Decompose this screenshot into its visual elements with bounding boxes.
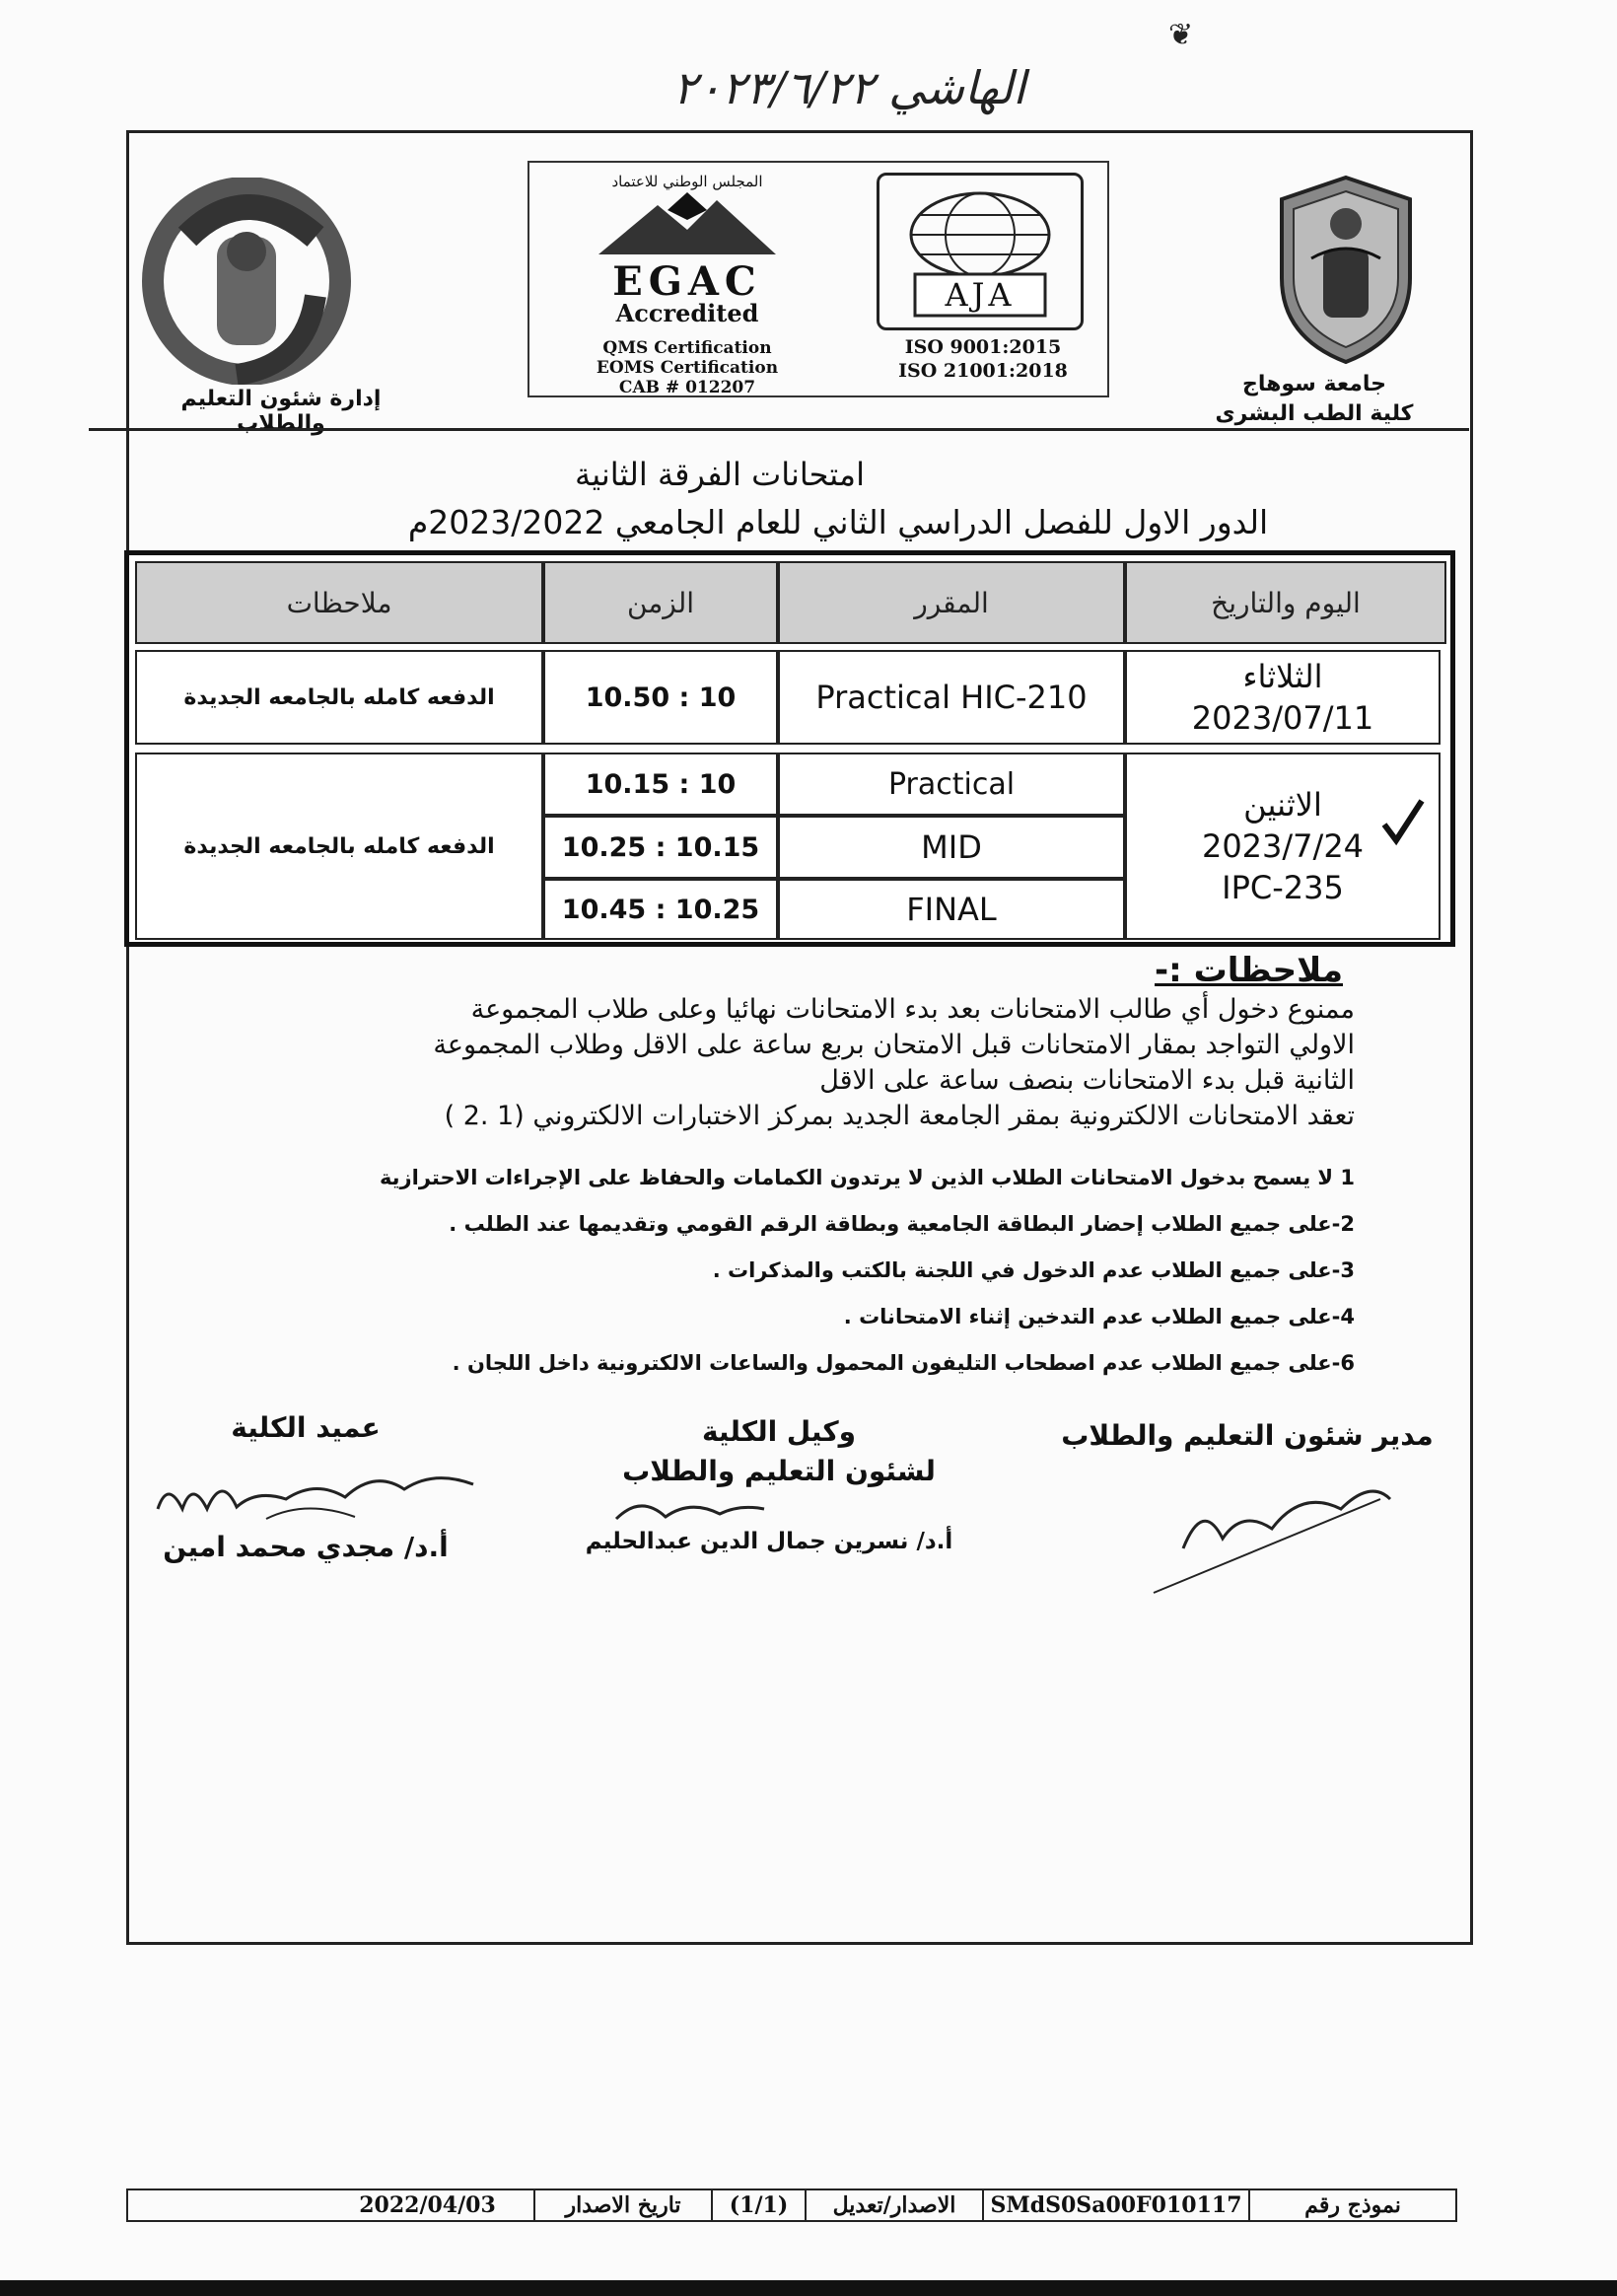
egac-line3: CAB # 012207: [618, 378, 756, 397]
eagle-icon: [589, 190, 786, 259]
row1-date: 2023/07/11: [1191, 699, 1374, 737]
row2-code: IPC-235: [1222, 869, 1344, 906]
director-signature-icon: [1144, 1460, 1400, 1598]
rule-item: 1 لا يسمح بدخول الامتحانات الطلاب الذين لا يرتدون الكمامات والحفاظ على الإجراءات الاحترازية: [379, 1166, 1355, 1189]
rule-item: 2-على جميع الطلاب إحضار البطاقة الجامعية وبطاقة الرقم القومي وتقديمها عند الطلب .: [449, 1212, 1355, 1236]
aja-name: AJA: [945, 276, 1016, 314]
row1-notes: الدفعه كامله بالجامعه الجديدة: [135, 650, 543, 745]
remarks-body: [280, 992, 1355, 1134]
faculty-name: كلية الطب البشرى: [1215, 401, 1414, 426]
form-footer: [126, 2188, 1457, 2222]
dean-name: أ.د/ مجدي محمد امين: [163, 1531, 449, 1563]
iso-9001: ISO 9001:2015: [904, 336, 1062, 358]
vice-dean-subtitle: لشئون التعليم والطلاب: [622, 1455, 936, 1487]
exam-schedule-table: [124, 550, 1455, 947]
egac-arabic: المجلس الوطني للاعتماد: [611, 173, 763, 190]
vice-dean-title: وكيل الكلية: [701, 1415, 857, 1448]
director-title: مدير شئون التعليم والطلاب: [1061, 1419, 1434, 1452]
remark-line: الثانية قبل بدء الامتحانات بنصف ساعة على الاقل: [819, 1065, 1355, 1096]
vice-dean-signature-icon: [611, 1489, 769, 1529]
row1-time: 10.50 : 10: [543, 650, 778, 745]
row2-part2-time: 10.25 : 10.15: [543, 816, 778, 879]
form-number: SMdS0Sa00F010117: [982, 2190, 1248, 2220]
row2-part1-course: Practical: [778, 753, 1125, 816]
iso-21001: ISO 21001:2018: [898, 360, 1068, 382]
rules-list: [250, 1166, 1355, 1398]
version-number: (1/1): [711, 2190, 805, 2220]
remark-line: ممنوع دخول أي طالب الامتحانات بعد بدء الامتحانات نهائيا وعلى طلاب المجموعة: [470, 994, 1355, 1025]
rule-item: 4-على جميع الطلاب عدم التدخين إثناء الامتحانات .: [843, 1305, 1355, 1328]
vice-dean-block: [582, 1412, 976, 1491]
header-date: اليوم والتاريخ: [1125, 561, 1446, 644]
iso-certifications: [865, 335, 1101, 383]
row1-day: الثلاثاء: [1242, 658, 1323, 695]
department-name: إدارة شئون التعليم والطلاب: [180, 387, 382, 436]
rule-item: 6-على جميع الطلاب عدم اصطحاب التليفون المحمول والساعات الالكترونية داخل اللجان .: [452, 1351, 1355, 1375]
vice-dean-name: أ.د/ نسرين جمال الدين عبدالحليم: [585, 1529, 953, 1554]
row1-date-cell: [1125, 650, 1441, 745]
version-label: الاصدار/تعديل: [805, 2190, 982, 2220]
egac-logo: [559, 173, 815, 397]
university-faculty-name: [1201, 370, 1428, 429]
row2-part2-course: MID: [778, 816, 1125, 879]
issue-date: 2022/04/03: [359, 2192, 496, 2218]
header-divider: [89, 428, 1469, 431]
faculty-logo: [118, 178, 375, 385]
scan-edge: [0, 2280, 1617, 2296]
egac-line1: QMS Certification: [602, 338, 772, 358]
row2-part3-course: FINAL: [778, 879, 1125, 940]
row2-day: الاثنين: [1243, 786, 1322, 824]
header-time: الزمن: [543, 561, 778, 644]
handwritten-note: الهاشي ٢٠٢٣/٦/٢٢: [672, 61, 1025, 114]
university-crest-logo: [1262, 170, 1430, 367]
row2-date-cell: [1125, 753, 1441, 940]
row2-part1-time: 10.15 : 10: [543, 753, 778, 816]
egac-accredited: Accredited: [615, 299, 759, 327]
university-name: جامعة سوهاج: [1242, 372, 1386, 396]
ink-mark: ❦: [1168, 18, 1194, 52]
dean-title: عميد الكلية: [231, 1411, 381, 1444]
header-course: المقرر: [778, 561, 1125, 644]
header-notes: ملاحظات: [135, 561, 543, 644]
dean-signature-icon: [148, 1460, 493, 1539]
egac-name: EGAC: [612, 258, 762, 305]
aja-logo: [877, 173, 1084, 330]
exam-subtitle: الدور الاول للفصل الدراسي الثاني للعام الجامعي 2023/2022م: [407, 503, 1269, 541]
rule-item: 3-على جميع الطلاب عدم الدخول في اللجنة بالكتب والمذكرات .: [712, 1258, 1355, 1282]
form-number-label: نموذج رقم: [1248, 2190, 1455, 2220]
row2-part3-time: 10.45 : 10.25: [543, 879, 778, 940]
egac-line2: EOMS Certification: [596, 358, 779, 378]
remark-line: الاولي التواجد بمقار الامتحانات قبل الامتحان بربع ساعة على الاقل وطلاب المجموعة: [433, 1030, 1355, 1060]
issue-date-label: تاريخ الاصدار: [533, 2190, 711, 2220]
row2-notes: الدفعه كامله بالجامعه الجديدة: [135, 753, 543, 940]
remarks-title: ملاحظات :-: [1155, 951, 1343, 990]
certifications-box: [527, 161, 1109, 397]
remark-line: تعقد الامتحانات الالكترونية بمقر الجامعة الجديد بمركز الاختبارات الالكتروني (1 .2 ): [444, 1101, 1355, 1131]
checkmark-icon: [1380, 797, 1426, 846]
row1-course: Practical HIC-210: [778, 650, 1125, 745]
exam-title: امتحانات الفرقة الثانية: [575, 456, 865, 493]
row2-date: 2023/7/24: [1201, 827, 1365, 865]
